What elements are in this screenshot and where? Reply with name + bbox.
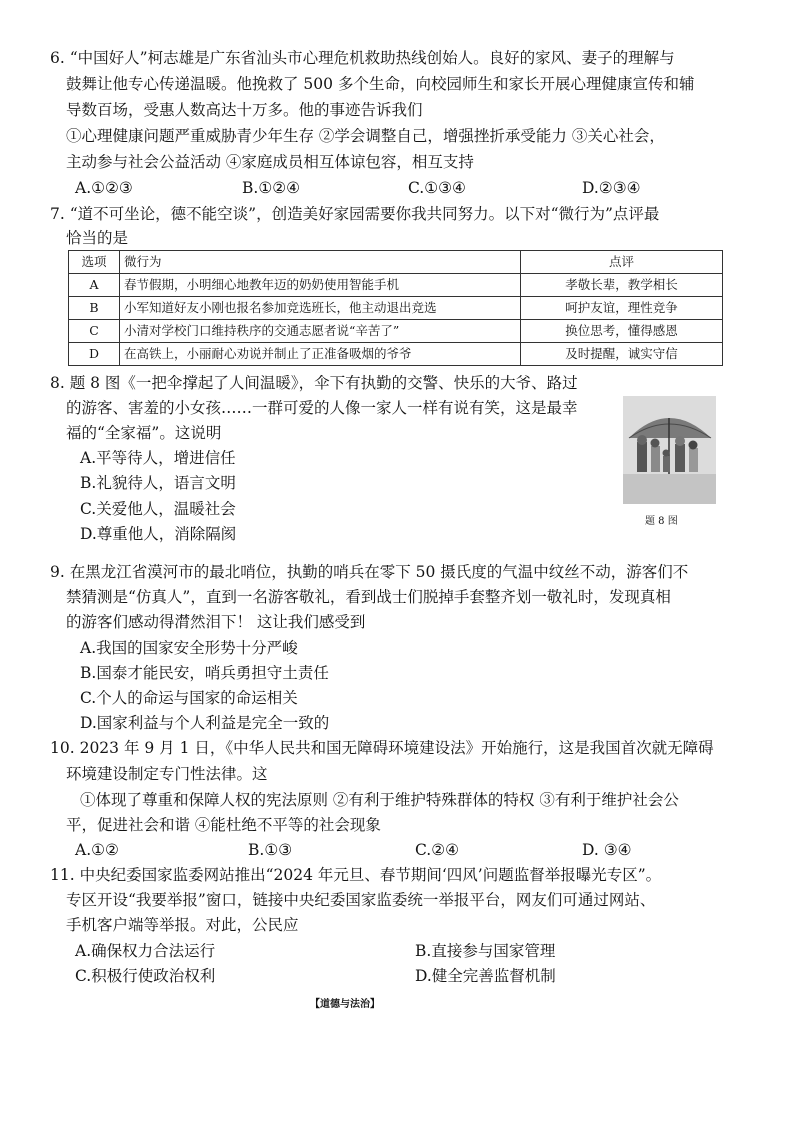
q6-stem-line-1: 6. “中国好人”柯志雄是广东省汕头市心理危机救助热线创始人。良好的家风、妻子的理解与 bbox=[50, 49, 675, 67]
q10-stem-line-2: 环境建设制定专门性法律。这 bbox=[66, 765, 268, 783]
q9-option-a: A.我国的国家安全形势十分严峻 bbox=[80, 639, 298, 657]
q6-option-b: B.①②④ bbox=[242, 179, 301, 197]
table-row bbox=[69, 297, 723, 320]
table-cell-comment: 孝敬长辈，教学相长 bbox=[521, 274, 723, 297]
table-cell-behavior: 春节假期，小明细心地教年迈的奶奶使用智能手机 bbox=[120, 274, 521, 297]
q11-stem-line-3: 手机客户端等举报。对此，公民应 bbox=[66, 916, 299, 934]
table-row bbox=[69, 320, 723, 343]
table-cell-option: C bbox=[69, 320, 120, 343]
q6-items-line-2: 主动参与社会公益活动 ④家庭成员相互体谅包容，相互支持 bbox=[66, 153, 474, 171]
q9-stem-line-2: 禁猜测是“仿真人”，直到一名游客敬礼，看到战士们脱掉手套整齐划一敬礼时，发现真相 bbox=[66, 588, 671, 606]
q9-stem-line-1: 9. 在黑龙江省漠河市的最北哨位，执勤的哨兵在零下 50 摄氏度的气温中纹丝不动，游客们不 bbox=[50, 563, 689, 581]
q11-option-b: B.直接参与国家管理 bbox=[415, 942, 556, 960]
table-header-row bbox=[69, 251, 723, 274]
q6-stem-line-2: 鼓舞让他专心传递温暖。他挽救了 500 多个生命，向校园师生和家长开展心理健康宣传和辅 bbox=[66, 75, 695, 93]
table-header: 选项 bbox=[69, 251, 120, 274]
q9-option-b: B.国泰才能民安，哨兵勇担守土责任 bbox=[80, 664, 329, 682]
table-header: 点评 bbox=[521, 251, 723, 274]
table-cell-behavior: 小军知道好友小刚也报名参加竞选班长，他主动退出竞选 bbox=[120, 297, 521, 320]
table-row bbox=[69, 343, 723, 366]
table-row bbox=[69, 274, 723, 297]
q10-items-line-2: 平，促进社会和谐 ④能杜绝不平等的社会现象 bbox=[66, 816, 381, 834]
table-cell-option: A bbox=[69, 274, 120, 297]
table-cell-option: B bbox=[69, 297, 120, 320]
q6-items-line-1: ①心理健康问题严重威胁青少年生存 ②学会调整自己，增强挫折承受能力 ③关心社会， bbox=[66, 127, 665, 145]
q9-stem-line-3: 的游客们感动得潸然泪下！ 这让我们感受到 bbox=[66, 613, 366, 631]
q7-stem-line-1: 7. “道不可坐论，德不能空谈”，创造美好家园需要你我共同努力。以下对“微行为”点评最 bbox=[50, 205, 660, 223]
q11-stem-line-2: 专区开设“我要举报”窗口，链接中央纪委国家监委统一举报平台，网友们可通过网站、 bbox=[66, 891, 656, 909]
table-cell-comment: 呵护友谊，理性竞争 bbox=[521, 297, 723, 320]
q8-option-a: A.平等待人，增进信任 bbox=[80, 449, 236, 467]
q6-option-a: A.①②③ bbox=[75, 179, 133, 197]
q8-option-c: C.关爱他人，温暖社会 bbox=[80, 500, 236, 518]
q6-stem-line-3: 导数百场，受惠人数高达十万多。他的事迹告诉我们 bbox=[66, 101, 423, 119]
q9-option-d: D.国家利益与个人利益是完全一致的 bbox=[80, 714, 330, 732]
q11-stem-line-1: 11. 中央纪委国家监委网站推出“2024 年元旦、春节期间‘四风’问题监督举报曝光专区”。 bbox=[50, 866, 662, 884]
q6-option-d: D.②③④ bbox=[582, 179, 641, 197]
q7-stem-line-2: 恰当的是 bbox=[66, 229, 129, 247]
q7-behavior-table bbox=[68, 250, 723, 366]
q11-option-a: A.确保权力合法运行 bbox=[75, 942, 216, 960]
q11-option-d: D.健全完善监督机制 bbox=[415, 967, 556, 985]
table-cell-comment: 及时提醒，诚实守信 bbox=[521, 343, 723, 366]
q10-option-a: A.①② bbox=[75, 841, 119, 859]
q9-option-c: C.个人的命运与国家的命运相关 bbox=[80, 689, 298, 707]
q8-stem-line-3: 福的“全家福”。这说明 bbox=[66, 424, 222, 442]
table-header: 微行为 bbox=[120, 251, 521, 274]
q8-stem-line-2: 的游客、害羞的小女孩……一群可爱的人像一家人一样有说有笑，这是最幸 bbox=[66, 399, 578, 417]
q10-items-line-1: ①体现了尊重和保障人权的宪法原则 ②有利于维护特殊群体的特权 ③有利于维护社会公 bbox=[80, 791, 679, 809]
q8-option-d: D.尊重他人，消除隔阂 bbox=[80, 525, 237, 543]
table-cell-comment: 换位思考，懂得感恩 bbox=[521, 320, 723, 343]
figure-caption: 题 8 图 bbox=[645, 516, 678, 527]
q10-option-c: C.②④ bbox=[415, 841, 460, 859]
q10-option-d: D. ③④ bbox=[582, 841, 632, 859]
q6-option-c: C.①③④ bbox=[408, 179, 466, 197]
table-cell-behavior: 在高铁上，小丽耐心劝说并制止了正准备吸烟的爷爷 bbox=[120, 343, 521, 366]
q8-option-b: B.礼貌待人，语言文明 bbox=[80, 474, 236, 492]
umbrella-photo bbox=[623, 396, 716, 504]
table-cell-option: D bbox=[69, 343, 120, 366]
subject-footer: 【道德与法治】 bbox=[310, 999, 380, 1010]
umbrella-illustration-icon bbox=[623, 396, 716, 504]
q10-stem-line-1: 10. 2023 年 9 月 1 日，《中华人民共和国无障碍环境建设法》开始施行，这是我国首次就无障碍 bbox=[50, 739, 714, 757]
table-cell-behavior: 小清对学校门口维持秩序的交通志愿者说“辛苦了” bbox=[120, 320, 521, 343]
q10-option-b: B.①③ bbox=[248, 841, 293, 859]
q11-option-c: C.积极行使政治权利 bbox=[75, 967, 216, 985]
q8-stem-line-1: 8. 题 8 图《一把伞撑起了人间温暖》，伞下有执勤的交警、快乐的大爷、路过 bbox=[50, 374, 578, 392]
